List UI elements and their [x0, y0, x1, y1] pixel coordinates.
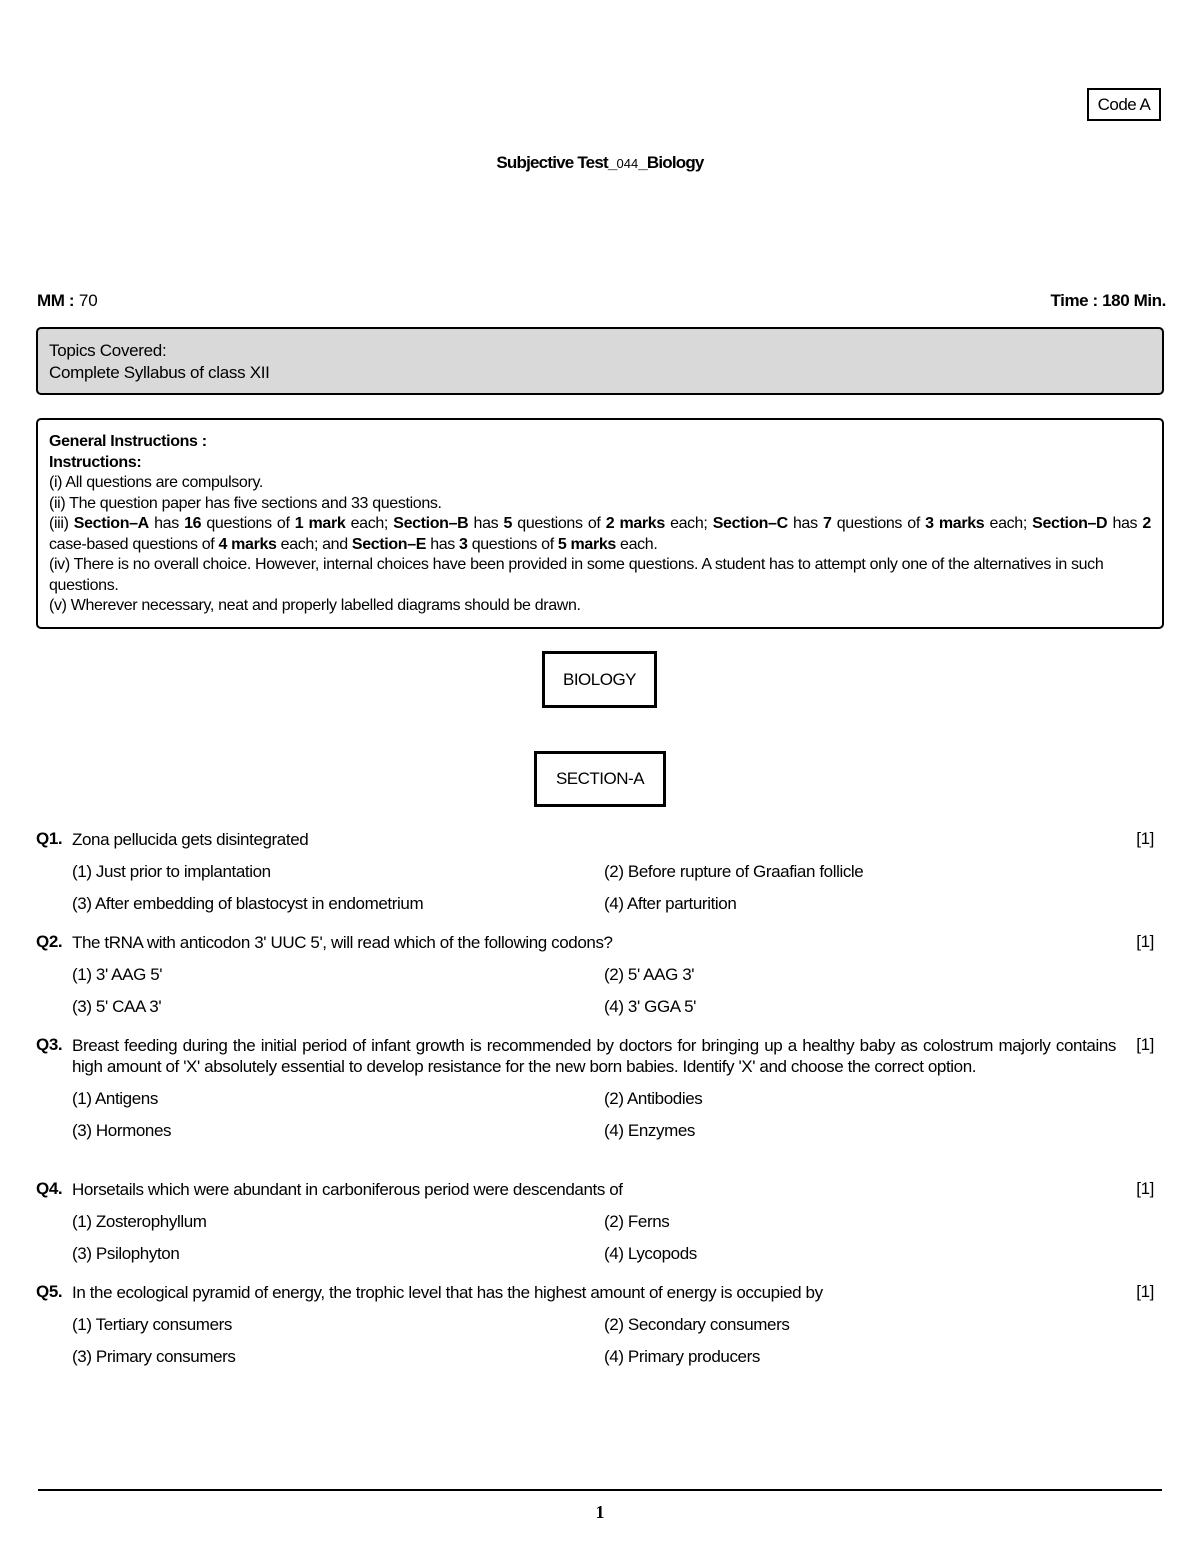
instruction-v: (v) Wherever necessary, neat and properly labelled diagrams should be drawn.	[49, 597, 581, 614]
option-3: (3) 5' CAA 3'	[72, 997, 162, 1016]
question-text: The tRNA with anticodon 3' UUC 5', will read which of the following codons?	[72, 933, 613, 952]
option-3: (3) Primary consumers	[72, 1347, 236, 1366]
topics-content: Complete Syllabus of class XII	[49, 363, 270, 382]
question-text: In the ecological pyramid of energy, the trophic level that has the highest amount of energy is occupied by	[72, 1283, 823, 1302]
question-2	[36, 932, 1154, 1029]
instruction-iii: (iii) Section–A has 16 questions of 1 mark each; Section–B has 5 questions of 2 marks each; Section–C has 7 questions of 3 marks each; Section–D has 2 case-based questions of 4 marks each; and Section–E has 3 questions of 5 marks each.	[49, 515, 1151, 553]
option-2: (2) Antibodies	[604, 1089, 703, 1108]
question-text: Zona pellucida gets disintegrated	[72, 830, 309, 849]
question-text: Breast feeding during the initial period of infant growth is recommended by doctors for bringing up a healthy baby as colostrum majorly contains high amount of 'X' absolutely essential to develop resistance for the new born babies. Identify 'X' and choose the correct option.	[72, 1036, 1116, 1076]
question-number: Q2.	[36, 932, 63, 951]
instructions-heading: Instructions:	[49, 453, 142, 471]
option-4: (4) Lycopods	[604, 1244, 697, 1263]
question-marks: [1]	[1136, 1179, 1154, 1198]
question-4	[36, 1179, 1154, 1276]
option-1: (1) Antigens	[72, 1089, 158, 1108]
subject-label-box: BIOLOGY	[542, 651, 657, 708]
question-marks: [1]	[1136, 829, 1154, 848]
question-1	[36, 829, 1154, 926]
option-4: (4) After parturition	[604, 894, 737, 913]
page-number: 1	[595, 1502, 605, 1522]
topics-heading: Topics Covered:	[49, 341, 167, 360]
general-instructions-box	[36, 418, 1164, 629]
max-marks: MM : 70	[37, 291, 98, 310]
question-3	[36, 1035, 1154, 1153]
topics-covered-box	[36, 327, 1164, 395]
question-5	[36, 1282, 1154, 1379]
question-text: Horsetails which were abundant in carboniferous period were descendants of	[72, 1180, 623, 1199]
option-4: (4) 3' GGA 5'	[604, 997, 696, 1016]
option-2: (2) Ferns	[604, 1212, 670, 1231]
instruction-i: (i) All questions are compulsory.	[49, 474, 264, 491]
option-3: (3) Psilophyton	[72, 1244, 180, 1263]
options-grid	[36, 964, 1154, 1029]
section-label-box: SECTION-A	[534, 751, 666, 807]
option-1: (1) Zosterophyllum	[72, 1212, 207, 1231]
options-grid	[36, 1314, 1154, 1379]
option-2: (2) Before rupture of Graafian follicle	[604, 862, 864, 881]
option-4: (4) Enzymes	[604, 1121, 696, 1140]
option-1: (1) Just prior to implantation	[72, 862, 271, 881]
footer-divider	[38, 1489, 1162, 1491]
paper-title: Subjective Test_044_Biology	[496, 153, 704, 172]
instruction-iv: (iv) There is no overall choice. However, internal choices have been provided in some questions. A student has to attempt only one of the alternatives in such questions.	[49, 556, 1104, 594]
options-grid	[36, 1088, 1154, 1153]
option-4: (4) Primary producers	[604, 1347, 760, 1366]
instructions-heading-general: General Instructions :	[49, 433, 207, 450]
time-allowed: Time : 180 Min.	[1050, 291, 1166, 310]
option-1: (1) 3' AAG 5'	[72, 965, 163, 984]
question-number: Q3.	[36, 1035, 63, 1054]
options-grid	[36, 1211, 1154, 1276]
option-2: (2) 5' AAG 3'	[604, 965, 695, 984]
question-number: Q1.	[36, 829, 63, 848]
instruction-ii: (ii) The question paper has five sections and 33 questions.	[49, 494, 442, 512]
option-3: (3) Hormones	[72, 1121, 172, 1140]
question-number: Q4.	[36, 1179, 63, 1198]
option-2: (2) Secondary consumers	[604, 1315, 790, 1334]
question-marks: [1]	[1136, 1035, 1154, 1054]
question-marks: [1]	[1136, 1282, 1154, 1301]
options-grid	[36, 861, 1154, 926]
question-number: Q5.	[36, 1282, 63, 1301]
question-marks: [1]	[1136, 932, 1154, 951]
paper-code-box: Code A	[1087, 88, 1161, 121]
option-1: (1) Tertiary consumers	[72, 1315, 232, 1334]
option-3: (3) After embedding of blastocyst in endometrium	[72, 894, 424, 913]
